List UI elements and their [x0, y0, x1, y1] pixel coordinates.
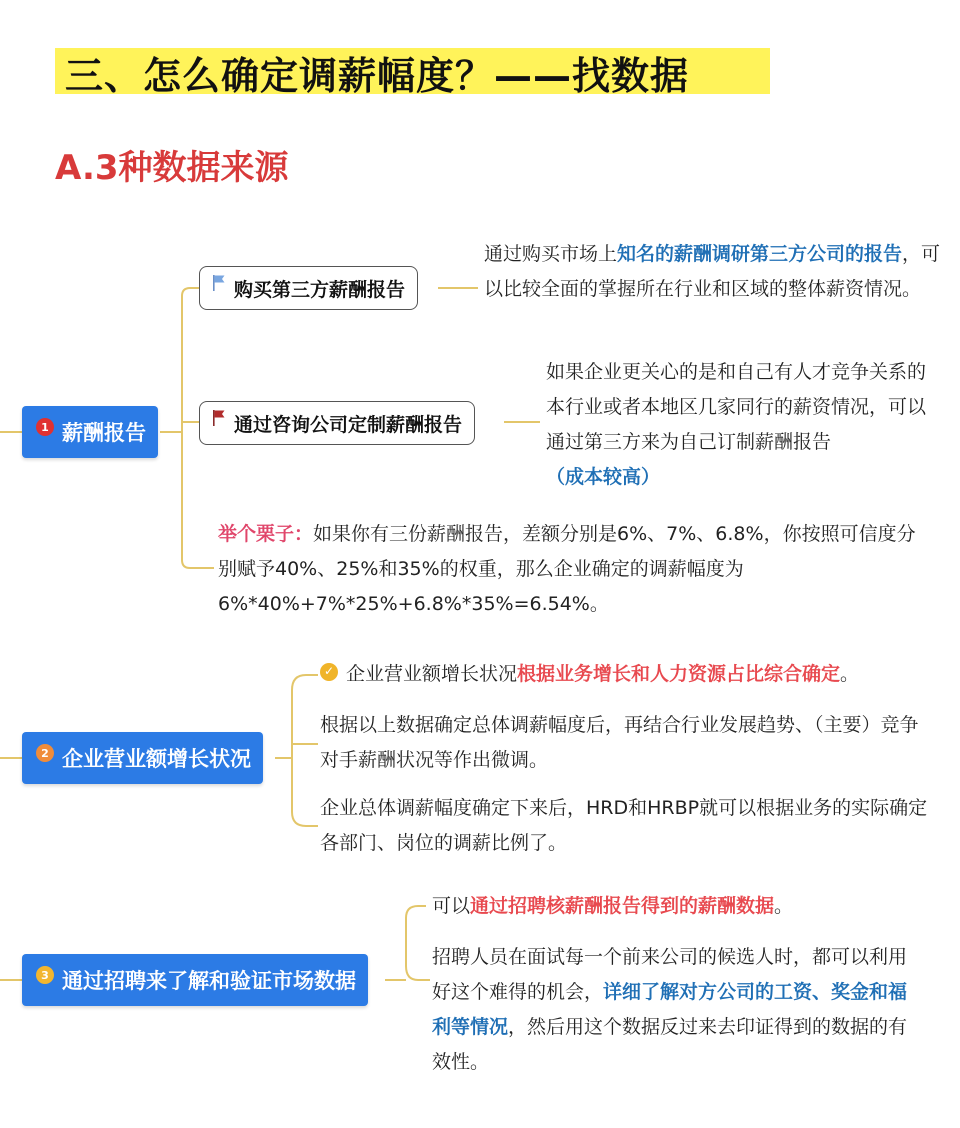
badge-1-icon: 1 [36, 418, 54, 436]
check-circle-icon: ✓ [320, 663, 338, 681]
revenue-item-1 [320, 657, 940, 692]
item-text: 。 [840, 663, 860, 685]
badge-3-icon: 3 [36, 966, 54, 984]
desc-highlight: （成本较高） [546, 466, 661, 488]
node-label: 通过咨询公司定制薪酬报告 [234, 413, 463, 436]
item-text: 招聘人员在面试每一个前来公司的候选人时，都可以利用好这个难得的机会， [432, 946, 908, 1003]
node-label: 薪酬报告 [62, 421, 146, 445]
example-body: 如果你有三份薪酬报告，差额分别是6%、7%、6.8%，你按照可信度分别赋予40%、25%和35%的权重，那么企业确定的调薪幅度为6%*40%+7%*25%+6.8%*35%=6.54%。 [218, 523, 916, 615]
recruit-item-2 [432, 940, 912, 1080]
desc-text: 通过购买市场上 [484, 243, 618, 265]
desc-buy-report [484, 237, 944, 307]
desc-text: 如果企业更关心的是和自己有人才竞争关系的本行业或者本地区几家同行的薪资情况，可以通过第三方来为自己订制薪酬报告 [546, 361, 927, 453]
desc-consulting-report [546, 355, 942, 495]
node-label: 通过招聘来了解和验证市场数据 [62, 969, 356, 993]
item-text: 。 [774, 895, 794, 917]
item-text: 企业营业额增长状况 [346, 663, 518, 685]
recruit-item-1 [432, 889, 932, 924]
section-subtitle: A.3种数据来源 [55, 148, 289, 188]
badge-2-icon: 2 [36, 744, 54, 762]
item-highlight: 详细了解对方公司的工资、奖金和福利等情况 [432, 981, 908, 1038]
node-salary-report [22, 406, 158, 458]
desc-text: ，可以比较全面的掌握所在行业和区域的整体薪资情况。 [484, 243, 941, 300]
item-highlight: 通过招聘核薪酬报告得到的薪酬数据 [470, 895, 775, 917]
desc-highlight: 知名的薪酬调研第三方公司的报告 [617, 243, 903, 265]
node-label: 购买第三方薪酬报告 [234, 278, 406, 301]
item-text: ，然后用这个数据反过来去印证得到的数据的有效性。 [432, 1016, 908, 1073]
revenue-item-2: 根据以上数据确定总体调薪幅度后，再结合行业发展趋势、（主要）竞争对手薪酬状况等作出微调。 [320, 714, 919, 771]
flag-red-icon [212, 409, 226, 427]
node-consulting-custom-report [199, 401, 475, 445]
item-highlight: 根据业务增长和人力资源占比综合确定 [517, 663, 841, 685]
node-buy-third-party-report [199, 266, 418, 310]
node-label: 企业营业额增长状况 [62, 747, 251, 771]
node-revenue-growth [22, 732, 263, 784]
revenue-item-3: 企业总体调薪幅度确定下来后，HRD和HRBP就可以根据业务的实际确定各部门、岗位的调薪比例了。 [320, 797, 928, 854]
flag-blue-icon [212, 274, 226, 292]
example-prefix: 举个栗子： [218, 523, 314, 545]
page-title: 三、怎么确定调薪幅度？——找数据 [65, 54, 690, 98]
item-text: 可以 [432, 895, 471, 917]
node-recruitment-market-data [22, 954, 368, 1006]
example-text [218, 517, 928, 622]
